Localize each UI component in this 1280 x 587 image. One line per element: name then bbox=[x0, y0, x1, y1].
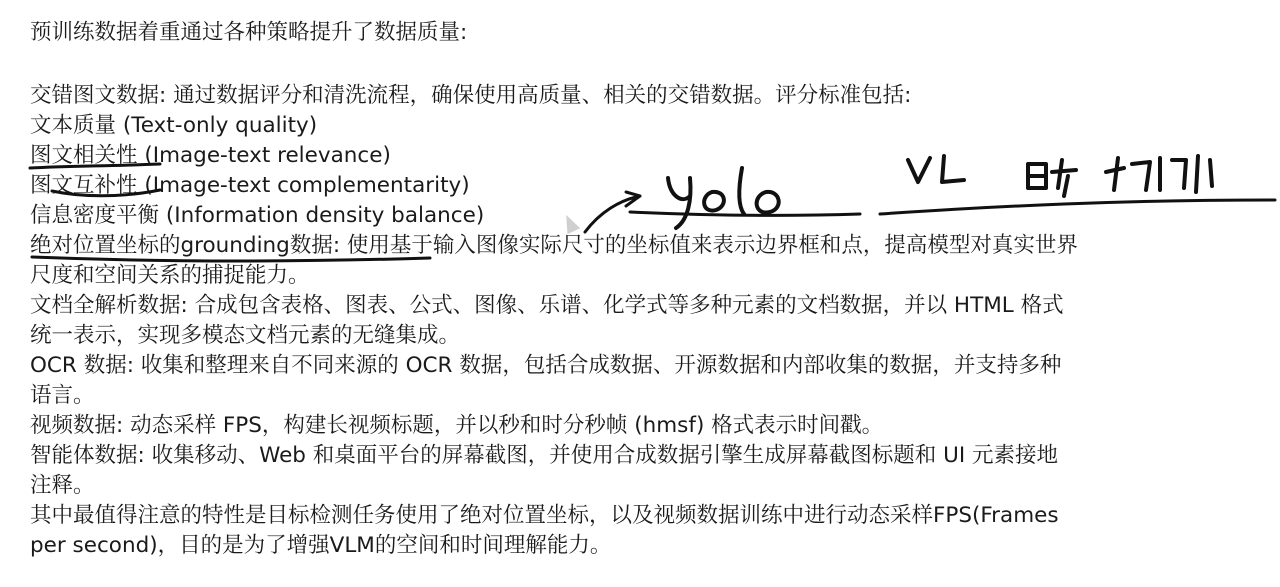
handwriting-yolo-o bbox=[704, 192, 724, 211]
handwriting-yolo-y bbox=[668, 178, 690, 228]
agent-data-line-1: 智能体数据: 收集移动、Web 和桌面平台的屏幕截图，并使用合成数据引擎生成屏幕截图标题和 UI 元素接地 bbox=[30, 443, 1059, 468]
handwriting-yolo-l bbox=[739, 168, 744, 214]
criterion-image-text-relevance: 图文相关性 (Image-text relevance) bbox=[30, 143, 391, 168]
grounding-data-line-1: 绝对位置坐标的grounding数据: 使用基于输入图像实际尺寸的坐标值来表示边界框和点，提高模型对真实世界 bbox=[30, 233, 1078, 258]
handwriting-word-3 bbox=[1106, 156, 1212, 192]
criterion-information-density: 信息密度平衡 (Information density balance) bbox=[30, 203, 485, 228]
summary-line-2: per second)，目的是为了增强VLM的空间和时间理解能力。 bbox=[30, 533, 612, 558]
handwriting-yolo-o2 bbox=[757, 192, 779, 213]
underline-right-annotation bbox=[880, 200, 1275, 214]
agent-data-line-2: 注释。 bbox=[30, 473, 95, 498]
video-data-line: 视频数据: 动态采样 FPS，构建长视频标题，并以秒和时分秒帧 (hmsf) 格式表示时间戳。 bbox=[30, 413, 884, 438]
criterion-image-text-complementarity: 图文互补性 (Image-text complementarity) bbox=[30, 173, 470, 198]
doc-parsing-line-1: 文档全解析数据: 合成包含表格、图表、公式、图像、乐谱、化学式等多种元素的文档数据，并以 HTML 格式 bbox=[30, 293, 1064, 318]
doc-parsing-line-2: 统一表示，实现多模态文档元素的无缝集成。 bbox=[30, 323, 461, 348]
ocr-data-line-2: 语言。 bbox=[30, 383, 95, 408]
handwriting-word-2 bbox=[1028, 160, 1076, 196]
document-heading: 预训练数据着重通过各种策略提升了数据质量: bbox=[30, 20, 468, 45]
summary-line-1: 其中最值得注意的特性是目标检测任务使用了绝对位置坐标，以及视频数据训练中进行动态采样FPS(Frames bbox=[30, 503, 1059, 528]
criterion-text-quality: 文本质量 (Text-only quality) bbox=[30, 113, 318, 138]
underline-yolo bbox=[630, 212, 860, 215]
grounding-data-line-2: 尺度和空间关系的捕捉能力。 bbox=[30, 263, 310, 288]
interleaved-data-intro: 交错图文数据: 通过数据评分和清洗流程，确保使用高质量、相关的交错数据。评分标准包括: bbox=[30, 83, 912, 108]
handwriting-vl-v bbox=[908, 158, 930, 182]
arrow-to-grounding bbox=[585, 192, 640, 232]
handwriting-vl-l bbox=[942, 156, 964, 182]
ocr-data-line-1: OCR 数据: 收集和整理来自不同来源的 OCR 数据，包括合成数据、开源数据和内部收集的数据，并支持多种 bbox=[30, 353, 1062, 378]
